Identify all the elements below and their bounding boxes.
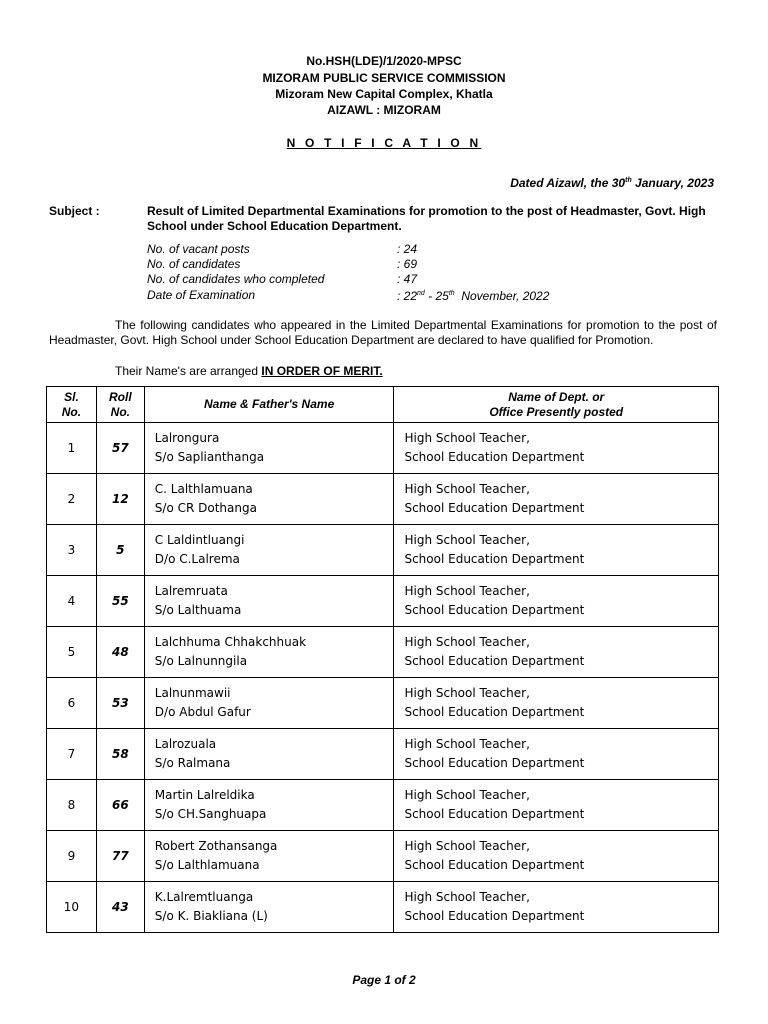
post-name: High School Teacher, xyxy=(404,482,530,496)
row-sl: 2 xyxy=(47,474,97,525)
row-office-cell xyxy=(394,474,719,525)
candidate-name: Lalchhuma Chhakchhuak xyxy=(154,635,307,649)
row-name-cell xyxy=(144,576,394,627)
row-office-cell xyxy=(394,882,719,933)
subject-text: Result of Limited Departmental Examinations for promotion to the post of Headmaster, Govt. High School under School Education Department. xyxy=(147,204,706,233)
row-office-cell xyxy=(394,831,719,882)
table-row xyxy=(47,678,719,729)
row-roll: 77 xyxy=(96,831,144,882)
row-office-cell xyxy=(394,627,719,678)
notification-title: N O T I F I C A T I O N xyxy=(286,136,482,150)
organization-name: MIZORAM PUBLIC SERVICE COMMISSION xyxy=(262,71,506,85)
department-name: School Education Department xyxy=(404,807,585,821)
department-name: School Education Department xyxy=(404,603,585,617)
row-roll: 12 xyxy=(96,474,144,525)
stat-value-vacant: : 24 xyxy=(397,242,418,256)
row-name-cell xyxy=(144,678,394,729)
candidate-name: Robert Zothansanga xyxy=(154,839,278,853)
table-row xyxy=(47,729,719,780)
row-office-cell xyxy=(394,525,719,576)
header-sl-no: Sl. No. xyxy=(47,387,97,423)
row-roll: 55 xyxy=(96,576,144,627)
reference-number: No.HSH(LDE)/1/2020-MPSC xyxy=(306,54,462,68)
father-name: D/o C.Lalrema xyxy=(154,552,240,566)
father-name: D/o Abdul Gafur xyxy=(154,705,251,719)
row-roll: 57 xyxy=(96,423,144,474)
father-name: S/o CR Dothanga xyxy=(154,501,257,515)
table-row xyxy=(47,780,719,831)
post-name: High School Teacher, xyxy=(404,686,530,700)
department-name: School Education Department xyxy=(404,705,585,719)
organization-city: AIZAWL : MIZORAM xyxy=(327,103,441,117)
post-name: High School Teacher, xyxy=(404,431,530,445)
row-name-cell xyxy=(144,525,394,576)
father-name: S/o Lalthlamuana xyxy=(154,858,260,872)
row-office-cell xyxy=(394,576,719,627)
row-roll: 5 xyxy=(96,525,144,576)
row-name-cell xyxy=(144,474,394,525)
row-name-cell xyxy=(144,729,394,780)
post-name: High School Teacher, xyxy=(404,533,530,547)
candidate-name: C. Lalthlamuana xyxy=(154,482,253,496)
table-header-row xyxy=(47,387,719,423)
department-name: School Education Department xyxy=(404,858,585,872)
table-row xyxy=(47,627,719,678)
row-office-cell xyxy=(394,780,719,831)
stat-value-candidates: : 69 xyxy=(397,257,418,271)
department-name: School Education Department xyxy=(404,654,585,668)
stat-value-completed: : 47 xyxy=(397,272,418,286)
table-row xyxy=(47,474,719,525)
row-sl: 1 xyxy=(47,423,97,474)
candidate-name: Martin Lalreldika xyxy=(154,788,255,802)
candidate-name: Lalnunmawii xyxy=(154,686,231,700)
department-name: School Education Department xyxy=(404,552,585,566)
father-name: S/o CH.Sanghuapa xyxy=(154,807,267,821)
post-name: High School Teacher, xyxy=(404,584,530,598)
department-name: School Education Department xyxy=(404,450,585,464)
row-sl: 6 xyxy=(47,678,97,729)
father-name: S/o Lalnunngila xyxy=(154,654,248,668)
header-name: Name & Father's Name xyxy=(144,387,394,423)
department-name: School Education Department xyxy=(404,909,585,923)
row-name-cell xyxy=(144,780,394,831)
subject-label: Subject : xyxy=(49,204,100,218)
row-sl: 3 xyxy=(47,525,97,576)
row-roll: 58 xyxy=(96,729,144,780)
father-name: S/o Lalthuama xyxy=(154,603,242,617)
row-roll: 53 xyxy=(96,678,144,729)
post-name: High School Teacher, xyxy=(404,737,530,751)
header-office: Name of Dept. or Office Presently posted xyxy=(394,387,719,423)
row-office-cell xyxy=(394,678,719,729)
row-name-cell xyxy=(144,831,394,882)
candidate-name: C Laldintluangi xyxy=(154,533,245,547)
row-roll: 48 xyxy=(96,627,144,678)
department-name: School Education Department xyxy=(404,756,585,770)
organization-address: Mizoram New Capital Complex, Khatla xyxy=(275,87,493,101)
row-roll: 43 xyxy=(96,882,144,933)
dated-line: Dated Aizawl, the 30th January, 2023 xyxy=(510,176,714,190)
row-name-cell xyxy=(144,423,394,474)
table-row xyxy=(47,525,719,576)
row-office-cell xyxy=(394,423,719,474)
row-name-cell xyxy=(144,882,394,933)
row-sl: 5 xyxy=(47,627,97,678)
table-row xyxy=(47,882,719,933)
row-name-cell xyxy=(144,627,394,678)
father-name: S/o K. Biakliana (L) xyxy=(154,909,268,923)
stat-label-completed: No. of candidates who completed xyxy=(147,272,325,286)
post-name: High School Teacher, xyxy=(404,839,530,853)
candidate-name: Lalrongura xyxy=(154,431,220,445)
row-sl: 7 xyxy=(47,729,97,780)
row-sl: 8 xyxy=(47,780,97,831)
table-row xyxy=(47,423,719,474)
row-office-cell xyxy=(394,729,719,780)
table-row xyxy=(47,831,719,882)
intro-paragraph: The following candidates who appeared in the Limited Departmental Examinations for promotion to the post of Headmaster, Govt. High School under School Education Department are declared to have qualified for Promotion. xyxy=(49,318,717,347)
row-sl: 9 xyxy=(47,831,97,882)
header-roll-no: Roll No. xyxy=(96,387,144,423)
row-sl: 10 xyxy=(47,882,97,933)
candidate-name: Lalremruata xyxy=(154,584,228,598)
post-name: High School Teacher, xyxy=(404,788,530,802)
stat-label-exam-date: Date of Examination xyxy=(147,288,256,302)
row-roll: 66 xyxy=(96,780,144,831)
candidate-name: K.Lalremtluanga xyxy=(154,890,254,904)
row-sl: 4 xyxy=(47,576,97,627)
father-name: S/o Ralmana xyxy=(154,756,231,770)
table-row xyxy=(47,576,719,627)
merit-table xyxy=(46,386,719,933)
post-name: High School Teacher, xyxy=(404,635,530,649)
stat-value-exam-date: : 22nd - 25th November, 2022 xyxy=(397,289,550,303)
father-name: S/o Saplianthanga xyxy=(154,450,265,464)
department-name: School Education Department xyxy=(404,501,585,515)
post-name: High School Teacher, xyxy=(404,890,530,904)
stat-label-candidates: No. of candidates xyxy=(147,257,241,271)
candidate-name: Lalrozuala xyxy=(154,737,217,751)
page-number: Page 1 of 2 xyxy=(352,973,416,987)
merit-order-note: Their Name's are arranged IN ORDER OF MERIT. xyxy=(115,364,383,378)
stat-label-vacant: No. of vacant posts xyxy=(147,242,250,256)
